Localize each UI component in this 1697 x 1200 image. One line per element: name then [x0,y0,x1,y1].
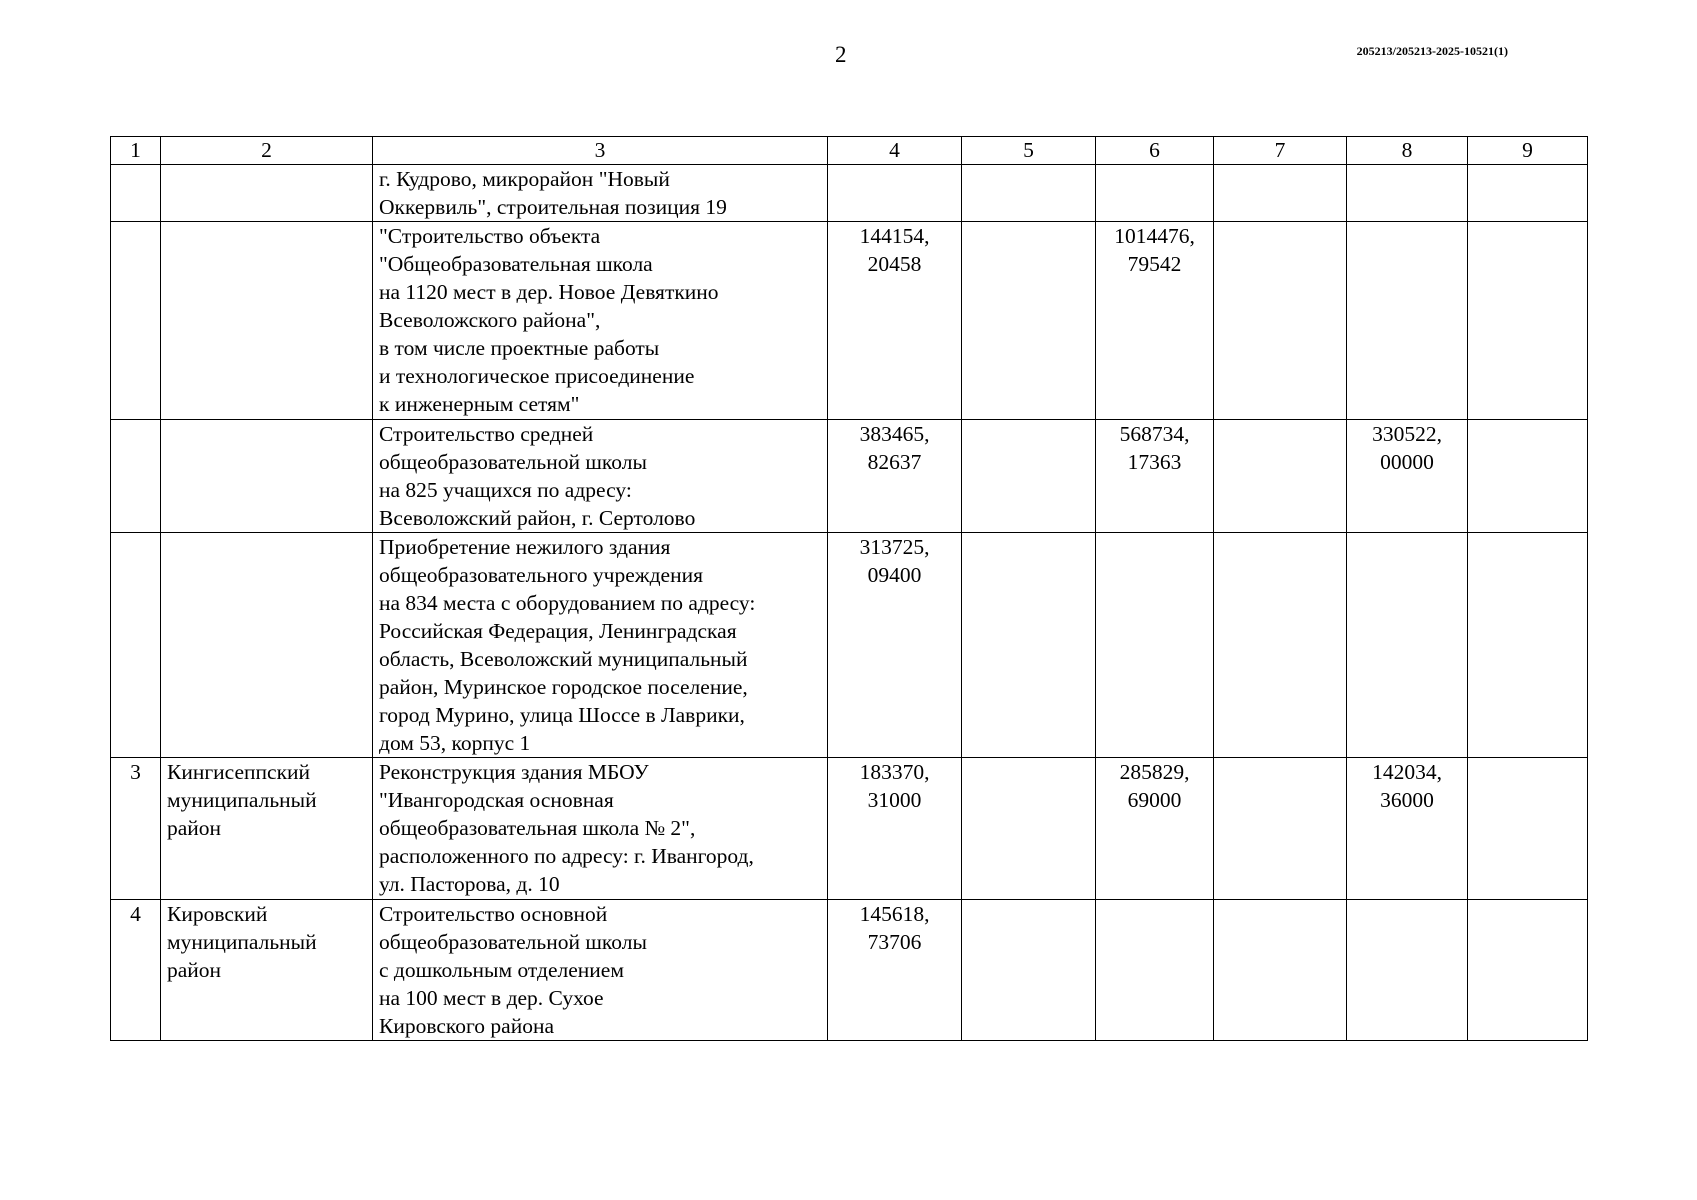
object-cell: Приобретение нежилого здания общеобразовательного учреждения на 834 места с оборудованием по адресу: Российская Федерация, Ленинградская область, Всеволожский муниципальный район, Муринское городское поселение, город Мурино, улица Шоссе в Лаврики, дом 53, корпус 1 [373,533,828,758]
document-id: 205213/205213-2025-10521(1) [1356,44,1508,58]
value-cell [962,165,1096,222]
object-cell: Строительство основной общеобразовательной школы с дошкольным отделением на 100 мест в дер. Сухое Кировского района [373,900,828,1041]
district-cell [161,165,373,222]
value-cell [1468,758,1588,900]
value-cell [1096,533,1214,758]
column-header: 8 [1347,137,1468,165]
value-cell: 330522, 00000 [1347,420,1468,533]
object-cell: г. Кудрово, микрорайон "Новый Оккервиль", строительная позиция 19 [373,165,828,222]
column-header: 2 [161,137,373,165]
district-cell [161,222,373,420]
value-cell [1214,900,1347,1041]
column-header: 9 [1468,137,1588,165]
value-cell [1096,165,1214,222]
value-cell: 183370, 31000 [828,758,962,900]
table-row [111,222,1588,420]
district-cell [161,533,373,758]
row-number-cell [111,533,161,758]
object-cell: Реконструкция здания МБОУ "Ивангородская основная общеобразовательная школа № 2", расположенного по адресу: г. Ивангород, ул. Пасторова, д. 10 [373,758,828,900]
value-cell [1214,420,1347,533]
table-row [111,900,1588,1041]
column-header: 5 [962,137,1096,165]
value-cell [962,533,1096,758]
value-cell [1214,165,1347,222]
district-cell: Кировский муниципальный район [161,900,373,1041]
row-number-cell [111,222,161,420]
row-number-cell: 3 [111,758,161,900]
value-cell [1468,420,1588,533]
value-cell [1468,165,1588,222]
column-header: 1 [111,137,161,165]
value-cell [1468,222,1588,420]
value-cell [962,758,1096,900]
value-cell: 142034, 36000 [1347,758,1468,900]
value-cell [1347,900,1468,1041]
object-cell: "Строительство объекта "Общеобразовательная школа на 1120 мест в дер. Новое Девяткино Всеволожского района", в том числе проектные работы и технологическое присоединение к инженерным сетям" [373,222,828,420]
value-cell: 145618, 73706 [828,900,962,1041]
table-row [111,758,1588,900]
row-number-cell: 4 [111,900,161,1041]
column-header: 7 [1214,137,1347,165]
object-cell: Строительство средней общеобразовательной школы на 825 учащихся по адресу: Всеволожский район, г. Сертолово [373,420,828,533]
value-cell [1468,900,1588,1041]
value-cell: 1014476, 79542 [1096,222,1214,420]
value-cell: 144154, 20458 [828,222,962,420]
column-header: 6 [1096,137,1214,165]
table-header-row [111,137,1588,165]
row-number-cell [111,420,161,533]
value-cell: 568734, 17363 [1096,420,1214,533]
value-cell [962,420,1096,533]
district-cell: Кингисеппский муниципальный район [161,758,373,900]
value-cell [1347,533,1468,758]
value-cell [1214,222,1347,420]
value-cell [1096,900,1214,1041]
value-cell: 285829, 69000 [1096,758,1214,900]
row-number-cell [111,165,161,222]
table-row [111,420,1588,533]
table-row [111,165,1588,222]
data-table [110,136,1588,1041]
value-cell [1468,533,1588,758]
column-header: 3 [373,137,828,165]
value-cell [1214,758,1347,900]
value-cell [1347,222,1468,420]
district-cell [161,420,373,533]
value-cell: 313725, 09400 [828,533,962,758]
value-cell [828,165,962,222]
value-cell [962,900,1096,1041]
value-cell [1214,533,1347,758]
value-cell: 383465, 82637 [828,420,962,533]
value-cell [1347,165,1468,222]
table-row [111,533,1588,758]
value-cell [962,222,1096,420]
column-header: 4 [828,137,962,165]
page-number: 2 [835,42,847,67]
